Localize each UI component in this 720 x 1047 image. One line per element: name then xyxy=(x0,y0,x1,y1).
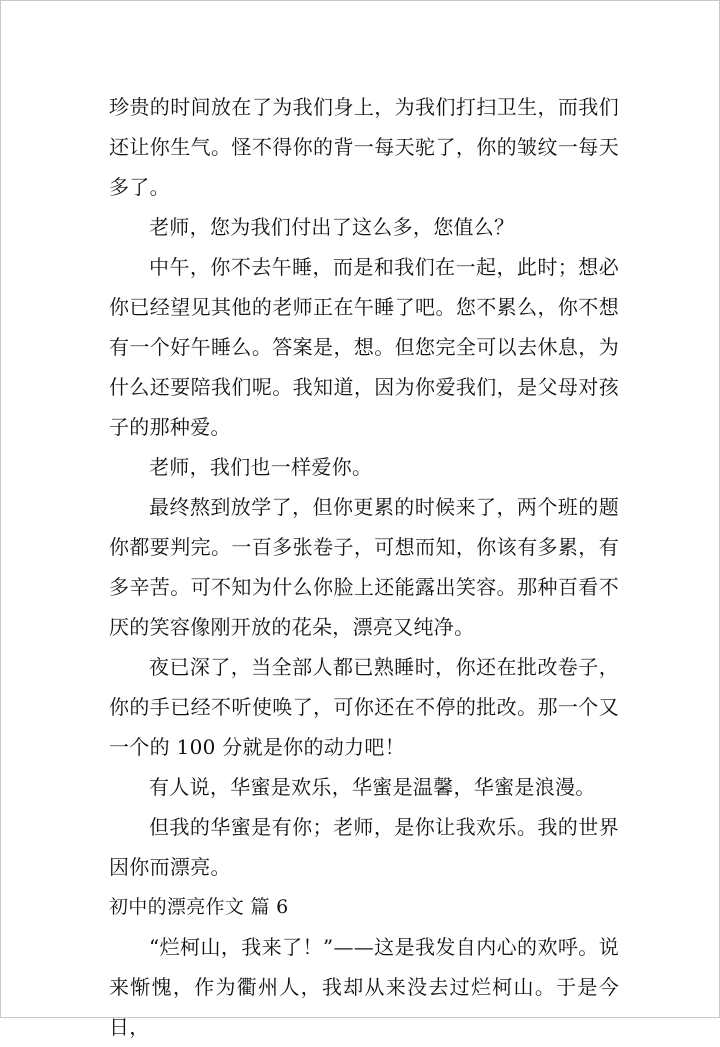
section-heading: 初中的漂亮作文 篇 6 xyxy=(109,896,289,918)
paragraph: 老师，我们也一样爱你。 xyxy=(149,455,373,479)
document-body xyxy=(109,87,619,1047)
paragraph: 中午，你不去午睡，而是和我们在一起，此时；想必你已经望见其他的老师正在午睡了吧。您不累么，你不想有一个好午睡么。答案是，想。但您完全可以去休息，为什么还要陪我们呢。我知道，因为你爱我们，是父母对孩子的那种爱。 xyxy=(109,255,619,439)
paragraph: 有人说，华蜜是欢乐，华蜜是温馨，华蜜是浪漫。 xyxy=(149,775,596,799)
paragraph: 夜已深了，当全部人都已熟睡时，你还在批改卷子，你的手已经不听使唤了，可你还在不停的批改。那一个又一个的 100 分就是你的动力吧！ xyxy=(109,655,619,759)
paragraph: 最终熬到放学了，但你更累的时候来了，两个班的题你都要判完。一百多张卷子，可想而知，你该有多累，有多辛苦。可不知为什么你脸上还能露出笑容。那种百看不厌的笑容像刚开放的花朵，漂亮又纯净。 xyxy=(109,495,619,639)
paragraph: 但我的华蜜是有你；老师，是你让我欢乐。我的世界因你而漂亮。 xyxy=(109,815,619,879)
paragraph: 珍贵的时间放在了为我们身上，为我们打扫卫生，而我们还让你生气。怪不得你的背一每天驼了，你的皱纹一每天多了。 xyxy=(109,95,619,199)
paragraph: “烂柯山，我来了！”——这是我发自内心的欢呼。说来惭愧，作为衢州人，我却从来没去过烂柯山。于是今日， xyxy=(109,935,619,1039)
paragraph: 老师，您为我们付出了这么多，您值么？ xyxy=(149,215,515,239)
